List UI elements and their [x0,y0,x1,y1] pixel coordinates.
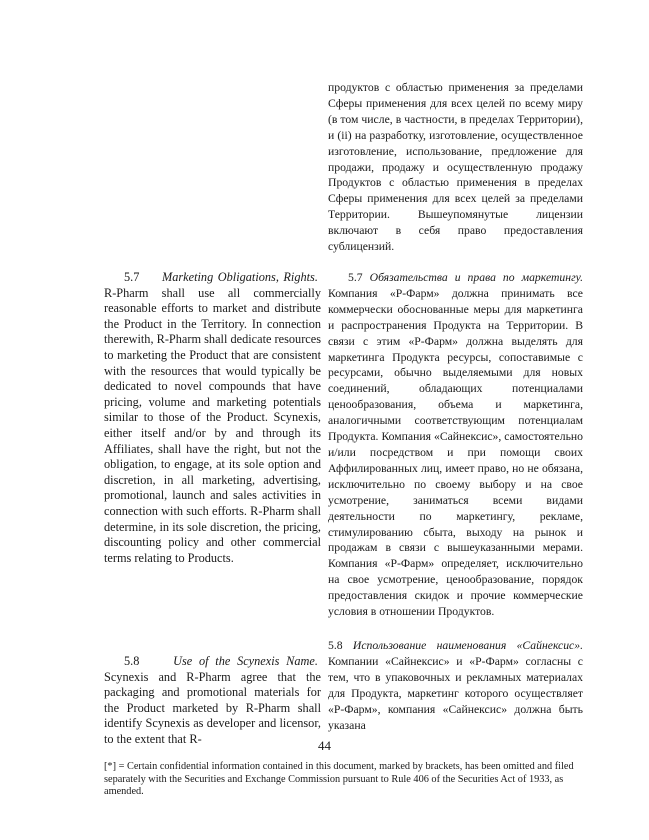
right-column-continuation [328,80,583,255]
continuation-paragraph: продуктов с областью применения за пределами Сферы применения для всех целей по всему миру (в том числе, в частности, в пределах Территории), и (ii) на разработку, изготовление, осуществленное изготовление, использование, предложение для продажи, продажу и осуществленную продажу Продуктов с областью применения в пределах Сферы применения для всех целей за пределами Территории. Вышеупомянутые лицензии включают в себя право предоставления сублицензий. [328,81,583,254]
section-5-8-ru [328,638,583,733]
section-5-8-ru-heading: Использование наименования «Сайнексис». [352,639,583,652]
section-5-8-en-heading: Use of the Scynexis Name. [173,654,318,668]
section-5-7-ru-heading: Обязательства и права по маркетингу. [369,271,583,284]
section-5-8-en [104,654,321,748]
section-5-7-en-body: R-Pharm shall use all commercially reasonable efforts to market and distribute the Product in the Territory. In connection therewith, R-Pharm shall dedicate resources to marketing the Product that are consistent with the resources that would typically be dedicated to novel compounds that have pricing, volume and marketing potentials similar to those of the Product. Scynexis, either itself and/or by and through its Affiliates, shall have the right, but not the obligation, to engage, at its sole option and discretion, in all marketing, advertising, promotional, launch and sales activities in connection with such efforts. R-Pharm shall determine, in its sole discretion, the pricing, discounting policy and other commercial terms relating to Products. [104,285,321,565]
section-5-7-en-paragraph [104,270,321,566]
section-5-8-en-number: 5.8 [124,654,140,668]
section-5-7-ru-paragraph [328,270,583,620]
section-5-8-en-body: Scynexis and R-Pharm agree that the packaging and promotional materials for the Product marketed by R-Pharm shall identify Scynexis as developer and licensor, to the extent that R- [104,669,321,746]
section-5-8-ru-body: Компании «Сайнексис» и «Р-Фарм» согласны с тем, что в упаковочных и рекламных материалах для Продукта, маркетинг которого осуществляет «Р-Фарм», компания «Сайнексис» должна быть указана [328,654,583,732]
section-5-7-en-heading: Marketing Obligations, Rights. [162,270,318,284]
section-5-7-ru-number: 5.7 [348,271,363,284]
section-5-8-ru-paragraph [328,638,583,733]
section-5-8-ru-number: 5.8 [328,639,343,652]
section-5-8-en-paragraph [104,654,321,748]
confidentiality-footnote: [*] = Certain confidential information contained in this document, marked by brackets, has been omitted and filed separately with the Securities and Exchange Commission pursuant to Rule 406 of the Securities Act of 1933, as amended. [104,761,574,798]
section-5-7-ru [328,270,583,620]
page-number: 44 [318,738,331,753]
section-5-7-en-number: 5.7 [124,270,140,284]
section-5-7-en [104,270,321,566]
section-5-7-ru-body: Компания «Р-Фарм» должна принимать все коммерчески обоснованные меры для маркетинга и распространения Продукта на Территории. В связи с этим «Р-Фарм» должна выделять для маркетинга Продукта ресурсы, сопоставимые с ресурсами, обычно выделяемыми для новых соединений, обладающих потенциалами ценообразования, объема и маркетинга, аналогичными соответствующим потенциалам Продукта. Компания «Сайнексис», самостоятельно и/или посредством и при помощи своих Аффилированных лиц, имеет право, но не обязана, исключительно по своему выбору и на свое усмотрение, заниматься всеми видами деятельности по маркетингу, рекламе, стимулированию сбыта, выходу на рынок и продажам в связи с вышеуказанными мерами. Компания «Р-Фарм» определяет, исключительно на свое усмотрение, ценообразование, порядок предоставления скидок и прочие коммерческие условия в отношении Продуктов. [328,286,583,619]
